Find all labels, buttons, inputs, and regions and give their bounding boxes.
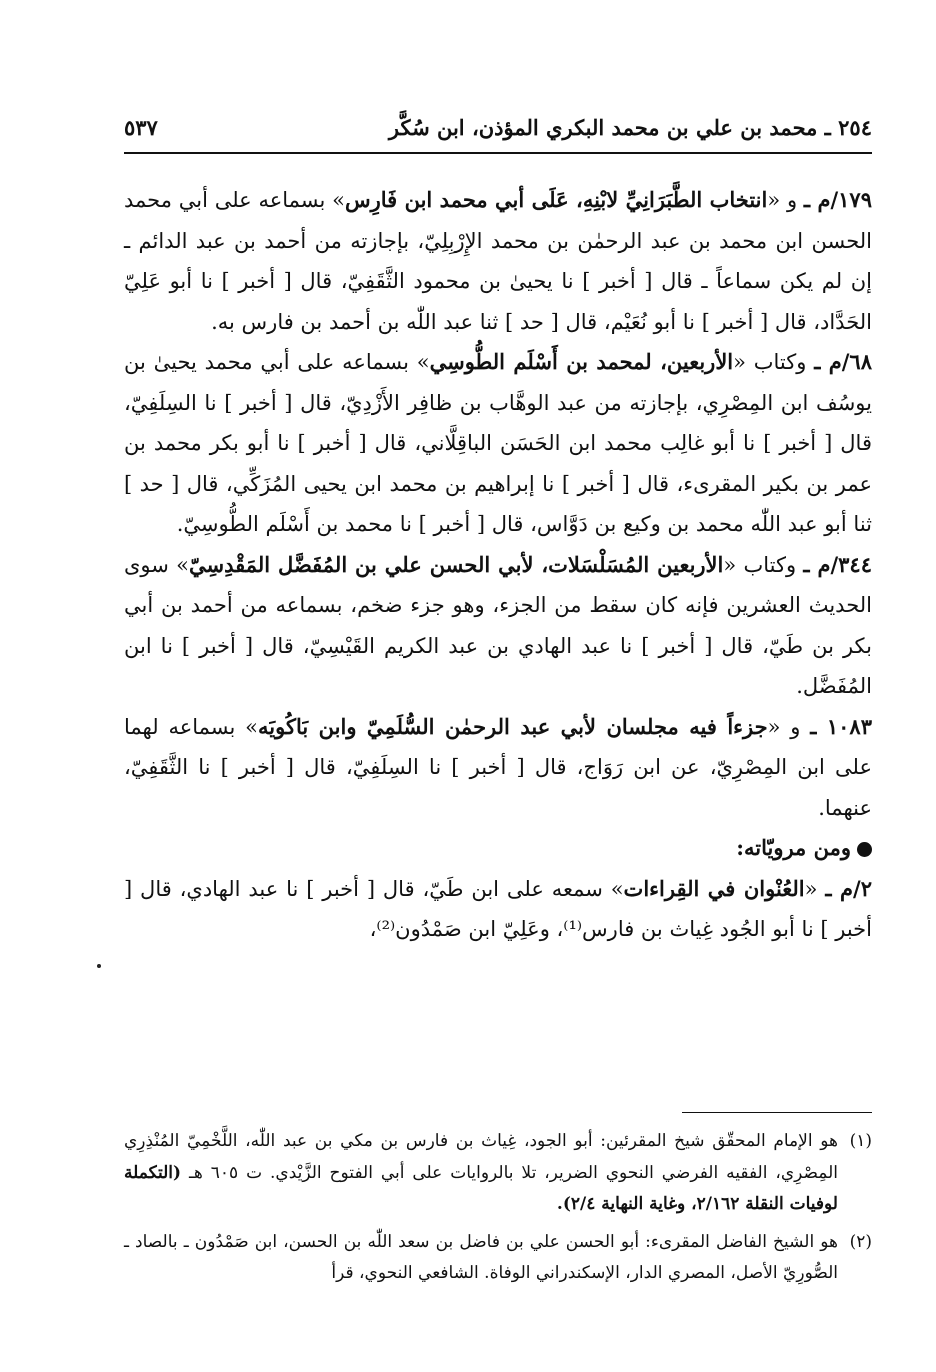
footnote-mark: (١): [849, 1131, 872, 1151]
entry-number: ١٧٩/م ـ: [803, 187, 872, 212]
footnote-body: هو الشيخ الفاضل المقرىء: أبو الحسن علي بن فاضل بن سعد اللّٰه بن الحسن، ابن صَمْدُون ـ بالصاد ـ الصُّورِيّ الأصل، المصري الدار، الإسكندراني الوفاة. الشافعي النحوي، قرأ: [124, 1231, 838, 1283]
section-heading-text: ومن مرويّاته:: [736, 835, 851, 860]
entry-lead: و «: [767, 714, 801, 739]
running-header: [124, 100, 872, 140]
entry-text: » سوى الحديث العشرين فإنه كان سقط من الجزء، وهو جزء ضخم، بسماعه من أحمد بن أبي بكر بن طَيّ، قال [ أخبر ] نا عبد الهادي بن عبد الكريم القَيْسِيّ، قال [ أخبر ] نا ابن المُفَضَّل.: [124, 552, 872, 698]
footnote: [124, 1227, 872, 1290]
entry-title: الأربعين المُسَلْسَلات، لأبي الحسن علي بن المُفَضَّل المَقْدِسِيّ: [189, 551, 724, 577]
footnote-body: هو الإمام المحقّق شيخ المقرئين: أبو الجود، غِياث بن فارس بن مكي بن عبد اللّٰه، اللَّخْمِيّ المُنْذِرِي المِصْرِي، الفقيه الفرضي النحوي الضرير، تلا بالروايات على أبي الفتوح الزَّيْدي. ت ٦٠٥ هـ: [124, 1131, 838, 1183]
main-text: [124, 180, 872, 950]
entry-paragraph: [124, 869, 872, 950]
entry-paragraph: [124, 342, 872, 545]
bullet-icon: [857, 842, 872, 857]
entry-number: ٦٨/م ـ: [814, 349, 872, 374]
entry-text: » سمعه على ابن طَيّ، قال [ أخبر ] نا عبد الهادي، قال [ أخبر ] نا أبو الجُود غِياث بن فارس⁽¹⁾، وعَلِيّ ابن صَمْدُون⁽²⁾،: [124, 876, 872, 941]
entry-number: ٢/م ـ: [825, 875, 872, 901]
footnote-text: [124, 1227, 838, 1290]
entry-lead: وكتاب «: [723, 552, 797, 577]
entry-number: ١٠٨٣ ـ: [810, 713, 872, 739]
entry-text: » بسماعه على أبي محمد يحيىٰ بن يوسُف ابن المِصْرِي، بإجازته من عبد الوهَّاب بن ظافِر الأَزْدِيّ، قال [ أخبر ] نا السِلَفِيّ، قال [ أخبر ] نا أبو غالِب محمد ابن الحَسَن الباقِلَّاني، قال [ أخبر ] نا أبو بكر محمد بن عمر بن بكير المقرىء، قال [ أخبر ] نا إبراهيم بن محمد ابن يحيى المُزَكِّي، قال [ حد ] ثنا أبو عبد اللّٰه محمد بن وكيع بن دَوَّاس، قال [ أخبر ] نا محمد بن أَسْلَم الطُّوسِيّ.: [124, 350, 872, 536]
entry-title: الأربعين، لمحمد بن أَسْلَم الطُّوسِي: [429, 349, 734, 374]
entry-lead: وكتاب «: [733, 350, 807, 374]
entry-text: » بسماعه على أبي محمد الحسن ابن محمد بن عبد الرحمٰن بن محمد الإِرْبِلِيّ، بإجازته من أحمد بن عبد الدائم ـ إن لم يكن سماعاً ـ قال [ أخبر ] نا يحيىٰ بن محمود الثَّقَفِيّ، قال [ أخبر ] نا أبو عَلِيّ الحَدَّاد، قال [ أخبر ] نا أبو نُعَيْم، قال [ حد ] ثنا عبد اللّٰه بن أحمد بن فارس به.: [124, 188, 872, 334]
running-title: ٢٥٤ ـ محمد بن علي بن محمد البكري المؤذن، ابن سُكَّر: [388, 115, 872, 140]
entry-lead: «: [804, 876, 818, 901]
entry-title: جزءاً فيه مجلسان لأبي عبد الرحمٰن السُّلَمِيّ وابن بَاكُويَه: [258, 713, 768, 739]
footnote-source: (التكملة لوفيات النقلة ٢/١٦٢، وغاية النهاية ٢/٤).: [124, 1162, 838, 1214]
entry-paragraph: [124, 545, 872, 707]
entry-text: » بسماعه لهما على ابن المِصْرِيّ، عن ابن رَوَاج، قال [ أخبر ] نا السِلَفِيّ، قال [ أخبر ] نا الثَّقَفِيّ، عنهما.: [124, 714, 872, 820]
section-heading: [124, 828, 872, 869]
footnotes: [124, 1126, 872, 1296]
entry-number: ٣٤٤/م ـ: [803, 551, 872, 577]
footnote: [124, 1126, 872, 1221]
entry-paragraph: [124, 180, 872, 342]
margin-speck: [97, 964, 101, 968]
header-rule: [124, 152, 872, 154]
footnote-mark: (٢): [849, 1231, 872, 1252]
footnote-rule: [682, 1112, 872, 1113]
footnote-text: [124, 1126, 838, 1221]
entry-title: انتخاب الطَّبَرَانِيِّ لابْنِهِ، عَلَى أبي محمد ابن فَارِس: [344, 187, 768, 212]
entry-title: العُنْوان في القِراءات: [623, 875, 805, 901]
entry-lead: و «: [767, 188, 798, 212]
page-number: ٥٣٧: [124, 115, 158, 140]
entry-paragraph: [124, 707, 872, 829]
